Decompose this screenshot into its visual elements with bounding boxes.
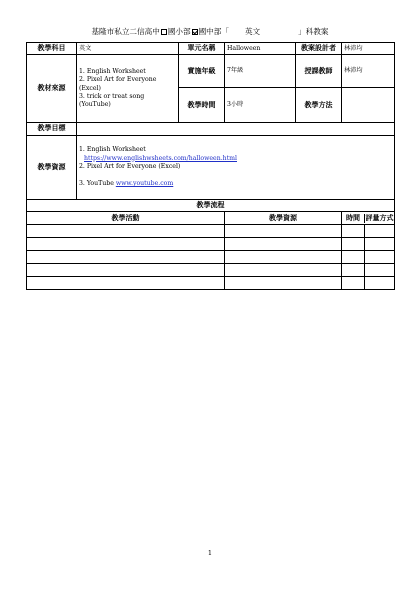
resource-item: 3. YouTube [79,180,116,188]
col-assess: 評量方式 [365,213,394,222]
value-teacher: 林沛均 [342,55,395,88]
quote-close: 」科教案 [298,27,329,36]
col-activity: 教學活動 [27,212,225,225]
table-row [27,264,395,277]
label-materials: 教材來源 [27,55,77,123]
material-item: 1. English Worksheet [79,68,146,76]
material-item: (YouTube) [79,101,111,109]
label-teacher: 授課教師 [296,55,342,88]
label-method: 教學方法 [296,88,342,123]
label-subject: 教學科目 [27,43,77,55]
col-time-assess-cell [342,212,395,225]
quote-open: 「 [221,27,229,36]
resource-item: 1. English Worksheet [79,146,146,154]
materials-list [77,55,179,123]
checkbox-junior-checked-icon [192,29,198,35]
value-unit: Halloween [225,43,296,55]
lesson-plan-table [26,42,395,290]
worksheet-link[interactable]: https://www.englishwsheets.com/halloween.html [84,154,237,162]
table-row [27,238,395,251]
value-time: 3小時 [225,88,296,123]
label-process: 教學流程 [27,199,395,211]
material-item: 2. Pixel Art for Everyone [79,76,157,84]
label-designer: 教案設計者 [296,43,342,55]
label-goals: 教學目標 [27,123,77,135]
value-designer: 林沛均 [342,43,395,55]
value-method [342,88,395,123]
material-item: (Excel) [79,84,101,92]
level-elementary-label: 國小部 [167,27,191,36]
label-resources: 教學資源 [27,135,77,199]
label-grade: 實施年級 [179,55,225,88]
page-number: 1 [207,549,213,557]
checkbox-elementary-icon [161,29,167,35]
level-junior-label: 國中部 [198,27,222,36]
label-time: 教學時間 [179,88,225,123]
school-name: 基隆市私立二信高中 [91,27,160,36]
resources-list [77,135,395,199]
table-row [27,251,395,264]
resource-item: 2. Pixel Art for Everyone (Excel) [79,162,181,170]
title-subject: 英文 [244,27,261,36]
table-row [27,225,395,238]
label-unit: 單元名稱 [179,43,225,55]
value-grade: 7年級 [225,55,296,88]
document-title [0,26,420,37]
youtube-link[interactable]: www.youtube.com [115,180,174,188]
table-row [27,277,395,290]
value-subject: 英文 [77,43,179,55]
col-resource: 教學資源 [225,212,342,225]
material-item: 3. trick or treat song [79,93,145,101]
col-time: 時間 [342,214,365,223]
value-goals [77,123,395,135]
